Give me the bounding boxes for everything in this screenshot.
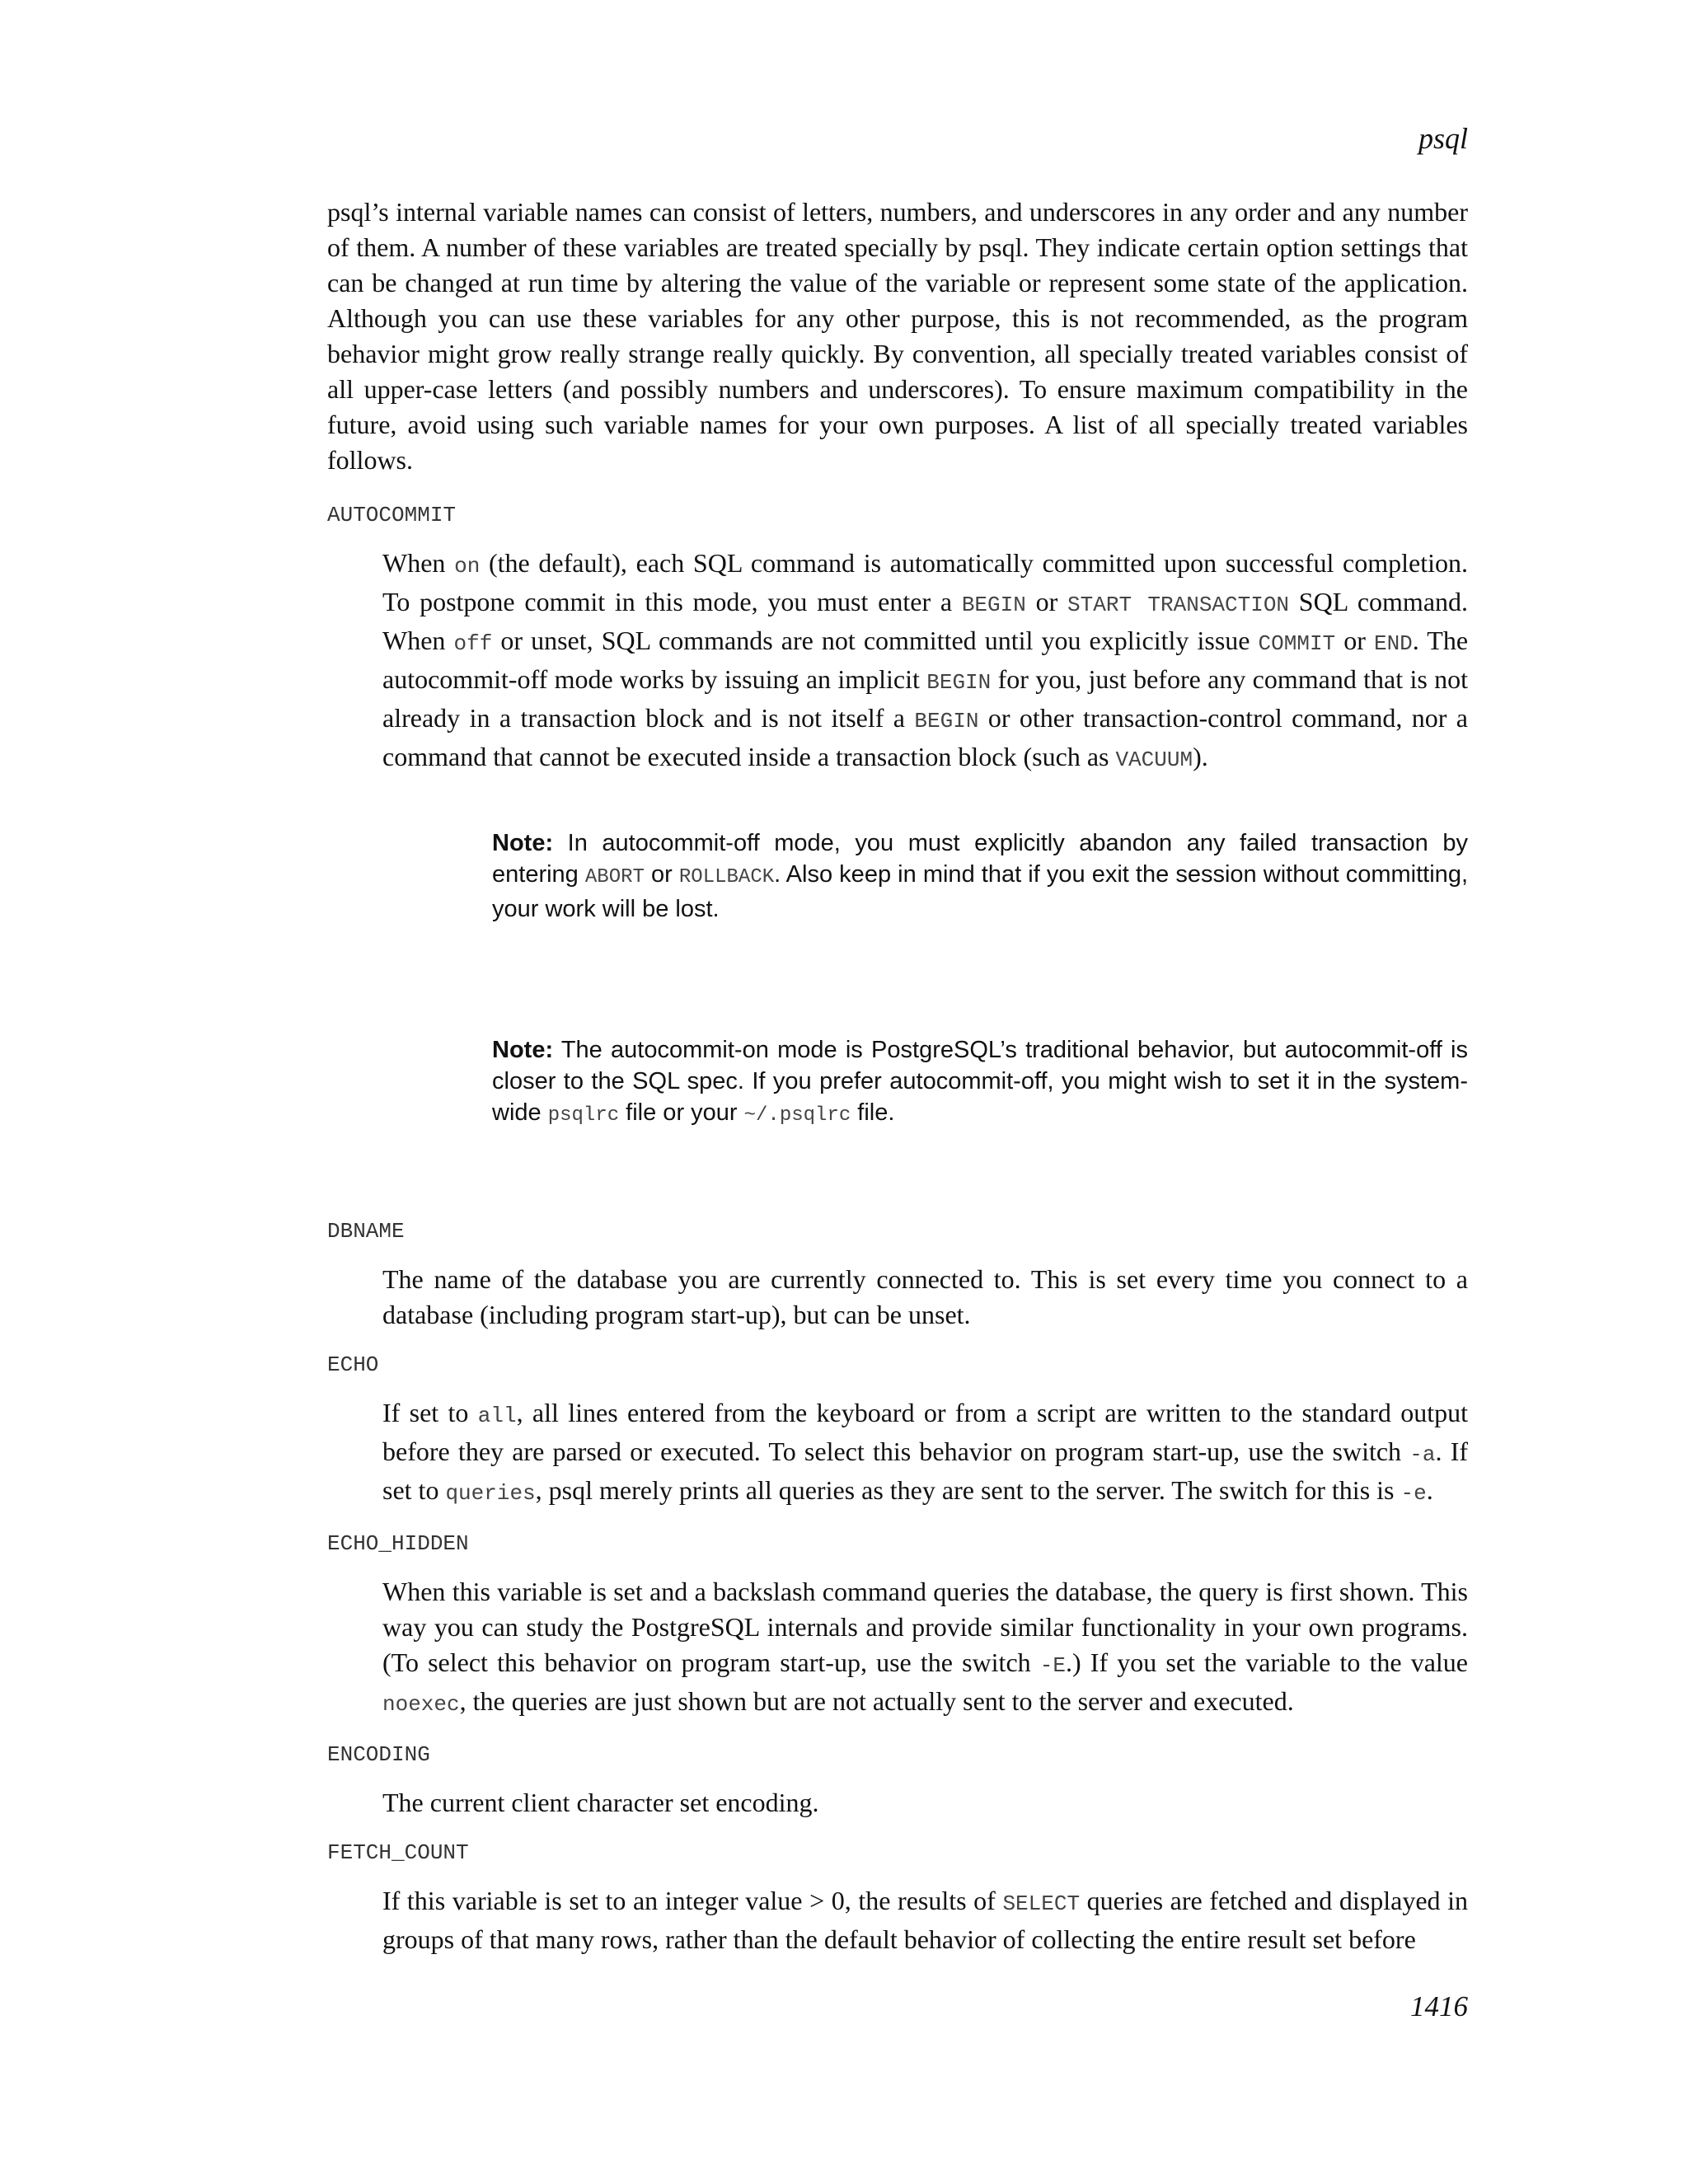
- term-echo-hidden: ECHO_HIDDEN: [327, 1531, 469, 1556]
- code-switch-e: -e: [1400, 1481, 1427, 1506]
- text-span: queries are fetched and displayed in groups of that many rows, rather than the default behavior of collecting the entire result set before: [382, 1886, 1469, 1954]
- code-queries: queries: [445, 1481, 536, 1506]
- code-on: on: [454, 554, 481, 579]
- text-span: If set to: [382, 1398, 478, 1427]
- code-begin: BEGIN: [926, 670, 992, 695]
- text-span: .: [1426, 1475, 1433, 1505]
- code-abort: ABORT: [584, 866, 645, 888]
- intro-paragraph: psql’s internal variable names can consist of letters, numbers, and underscores in any order and any number of them. A number of these variables are treated specially by psql. They indicate certain option settings that can be changed at run time by altering the value of the variable or represent some state of the application. Although you can use these variables for any other purpose, this is not recommended, as the program behavior might grow really strange really quickly. By convention, all specially treated variables consist of all upper-case letters (and possibly numbers and underscores). To ensure maximum compatibility in the future, avoid using such variable names for your own purposes. A list of all specially treated variables follows.: [327, 197, 1468, 475]
- fetch-count-paragraph: [382, 1883, 1468, 1957]
- term-encoding: ENCODING: [327, 1742, 430, 1767]
- text-span: or other transaction-control command, nor a command that cannot be executed inside a transaction block (such as: [382, 703, 1469, 771]
- text-span: The autocommit-on mode is PostgreSQL’s traditional behavior, but autocommit-off is closer to the SQL spec. If you prefer autocommit-off, you might wish to set it in the system-wide: [492, 1037, 1468, 1126]
- text-span: When this variable is set and a backslash command queries the database, the query is first shown. This way you can study the PostgreSQL internals and provide similar functionality in your own programs. (To select this behavior on program start-up, use the switch: [382, 1577, 1468, 1677]
- text-span: If this variable is set to an integer value > 0, the results of: [382, 1886, 1003, 1915]
- text-span: . Also keep in mind that if you exit the session without committing, your work will be lost.: [492, 861, 1468, 922]
- note-autocommit-on: [492, 1034, 1468, 1132]
- code-start-transaction: START TRANSACTION: [1067, 593, 1290, 617]
- code-begin: BEGIN: [914, 709, 979, 733]
- text-span: (the default), each SQL command is automatically committed upon successful completion. To postpone commit in this mode, you must enter a: [382, 548, 1469, 616]
- code-commit: COMMIT: [1258, 631, 1336, 656]
- code-rollback: ROLLBACK: [678, 866, 775, 888]
- text-span: or: [1025, 587, 1068, 616]
- code-select: SELECT: [1002, 1891, 1081, 1916]
- text-span: or unset, SQL commands are not committed until you explicitly issue: [492, 626, 1259, 655]
- autocommit-paragraph: [382, 546, 1468, 778]
- text-span: file or your: [619, 1099, 744, 1126]
- code-noexec: noexec: [382, 1692, 460, 1717]
- definition-autocommit: [382, 546, 1468, 1199]
- definition-encoding: [382, 1785, 1468, 1821]
- note-label: Note:: [492, 1037, 554, 1063]
- text-span: . If set to: [382, 1436, 1469, 1505]
- note-autocommit-off: [492, 827, 1468, 925]
- code-begin: BEGIN: [961, 593, 1026, 617]
- text-span: file.: [851, 1099, 895, 1126]
- text-span: When: [382, 548, 455, 578]
- text-span: In autocommit-off mode, you must explicitly abandon any failed transaction by entering: [492, 830, 1468, 888]
- text-span: for you, just before any command that is not already in a transaction block and is not itself a: [382, 664, 1469, 733]
- text-span: .) If you set the variable to the value: [1066, 1647, 1468, 1677]
- term-echo: ECHO: [327, 1352, 379, 1377]
- code-home-psqlrc: ~/.psqlrc: [743, 1104, 851, 1127]
- text-span: , the queries are just shown but are not actually sent to the server and executed.: [459, 1686, 1294, 1716]
- echo-hidden-paragraph: [382, 1574, 1468, 1722]
- text-span: or: [644, 861, 679, 888]
- dbname-paragraph: The name of the database you are currently connected to. This is set every time you connect to a database (including program start-up), but can be unset.: [382, 1264, 1468, 1329]
- page-content: [327, 194, 1468, 1977]
- text-span: ).: [1193, 742, 1208, 771]
- text-span: . The autocommit-off mode works by issuing an implicit: [382, 626, 1469, 694]
- definition-dbname: [382, 1262, 1468, 1333]
- running-header: psql: [1418, 122, 1468, 155]
- text-span: or: [1335, 626, 1374, 655]
- code-switch-E: -E: [1039, 1653, 1066, 1678]
- term-autocommit: AUTOCOMMIT: [327, 503, 457, 527]
- text-span: , all lines entered from the keyboard or from a script are written to the standard output before they are parsed or executed. To select this behavior on program start-up, use the switch: [382, 1398, 1469, 1466]
- definition-echo-hidden: [382, 1574, 1468, 1722]
- encoding-paragraph: The current client character set encoding.: [382, 1788, 819, 1817]
- code-off: off: [453, 631, 493, 656]
- term-fetch-count: FETCH_COUNT: [327, 1840, 469, 1865]
- code-vacuum: VACUUM: [1115, 748, 1193, 772]
- code-end: END: [1373, 631, 1413, 656]
- echo-paragraph: [382, 1395, 1468, 1511]
- note-label: Note:: [492, 830, 554, 856]
- definition-fetch-count: [382, 1883, 1468, 1957]
- text-span: SQL command. When: [382, 587, 1469, 655]
- spacer: [382, 1132, 1468, 1199]
- definition-echo: [382, 1395, 1468, 1511]
- code-switch-a: -a: [1409, 1442, 1436, 1467]
- code-psqlrc: psqlrc: [547, 1104, 620, 1127]
- text-span: , psql merely prints all queries as they are sent to the server. The switch for this is: [535, 1475, 1401, 1505]
- term-dbname: DBNAME: [327, 1219, 405, 1244]
- page-number: 1416: [1410, 1990, 1468, 2022]
- code-all: all: [477, 1404, 517, 1428]
